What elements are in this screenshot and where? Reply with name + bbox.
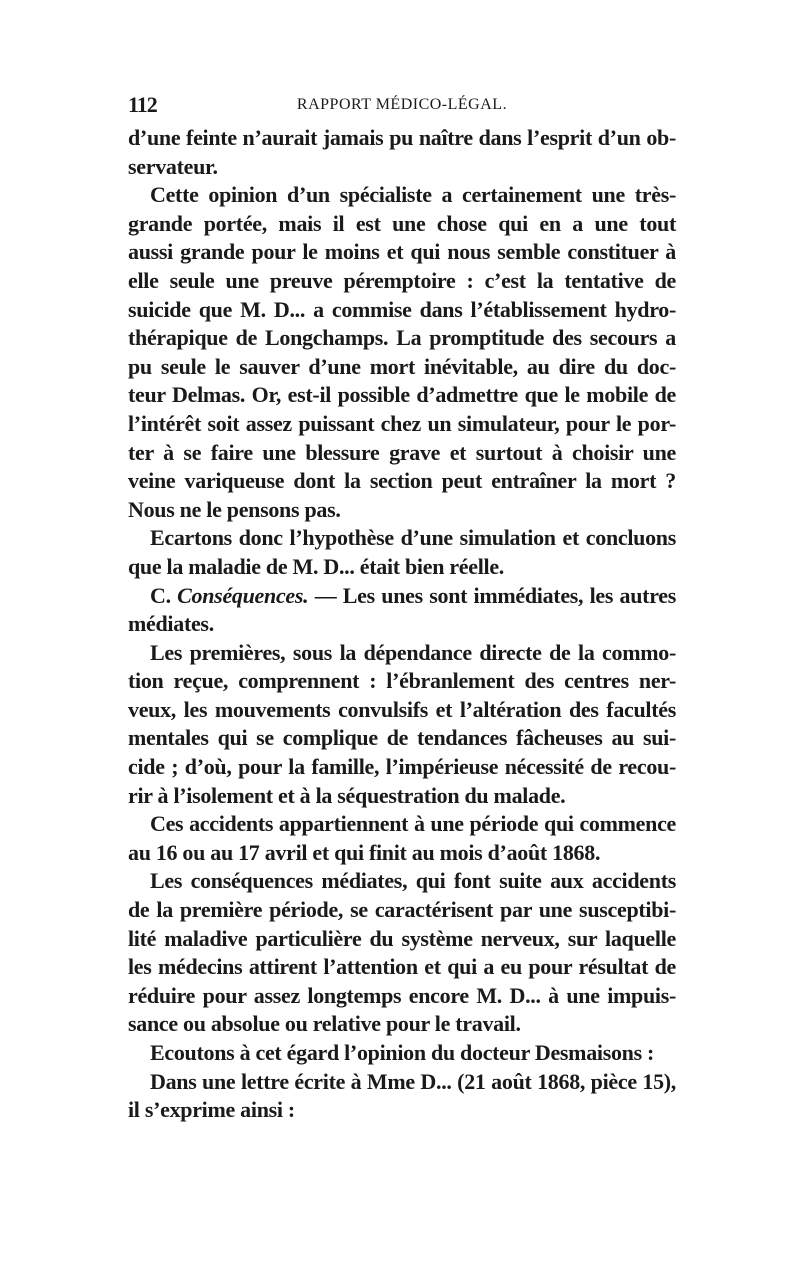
text-line: teur Delmas. Or, est-il possible d’admettre que le mobile de <box>128 382 676 408</box>
text-line: médiates. <box>128 611 214 637</box>
paragraph-first-line: Ecoutons à cet égard l’opinion du docteur Desmaisons : <box>150 1040 655 1065</box>
page-number: 112 <box>128 92 157 117</box>
text-line: elle seule une preuve péremptoire : c’est la tentative de <box>128 267 676 293</box>
text-line: mentales qui se complique de tendances fâcheuses au sui- <box>128 725 676 751</box>
text-line: réduire pour assez longtemps encore M. D... à une impuis- <box>128 982 676 1008</box>
text-line: que la maladie de M. D... était bien réelle. <box>128 553 505 579</box>
section-label: C. <box>150 582 178 608</box>
section-heading-line <box>128 582 676 611</box>
text-line: lité maladive particulière du système nerveux, sur laquelle <box>128 925 676 951</box>
text-line: sance ou absolue ou relative pour le travail. <box>128 1011 521 1037</box>
body-text <box>128 124 676 1125</box>
text-line: pu seule le sauver d’une mort inévitable, au dire du doc- <box>128 353 676 379</box>
text-line: ter à se faire une blessure grave et surtout à choisir une <box>128 439 676 465</box>
text-line: veux, les mouvements convulsifs et l’altération des facultés <box>128 696 676 722</box>
running-title: RAPPORT MÉDICO-LÉGAL. <box>296 96 508 113</box>
text-line: d’une feinte n’aurait jamais pu naître dans l’esprit d’un ob- <box>128 125 676 150</box>
section-text: — Les unes sont immédiates, les autres <box>308 582 676 608</box>
text-line: servateur. <box>128 153 218 179</box>
text-line: rir à l’isolement et à la séquestration du malade. <box>128 782 566 808</box>
text-line: cide ; d’où, pour la famille, l’impérieuse nécessité de recou- <box>128 754 676 780</box>
paragraph-first-line: Ces accidents appartiennent à une période qui commence <box>150 811 676 837</box>
text-line: l’intérêt soit assez puissant chez un simulateur, pour le por- <box>128 410 676 436</box>
paragraph-first-line: Les premières, sous la dépendance directe de la commo- <box>150 639 676 665</box>
text-line: grande portée, mais il est une chose qui en a une tout <box>128 210 676 236</box>
text-line: de la première période, se caractérisent par une susceptibi- <box>128 897 676 923</box>
text-line: suicide que M. D... a commise dans l’établissement hydro- <box>128 296 676 322</box>
section-title: Conséquences. <box>177 582 309 608</box>
text-line: aussi grande pour le moins et qui nous semble constituer à <box>128 239 676 265</box>
text-line: veine variqueuse dont la section peut entraîner la mort ? <box>128 468 676 494</box>
text-line: Nous ne le pensons pas. <box>128 496 341 522</box>
text-line: au 16 ou au 17 avril et qui finit au mois d’août 1868. <box>128 839 601 865</box>
paragraph-first-line: Cette opinion d’un spécialiste a certainement une très- <box>150 182 676 208</box>
text-line: thérapique de Longchamps. La promptitude des secours a <box>128 325 676 351</box>
text-line: tion reçue, comprennent : l’ébranlement des centres ner- <box>128 668 676 694</box>
page-header <box>128 92 676 118</box>
text-line: les médecins attirent l’attention et qui a eu pour résultat de <box>128 954 676 980</box>
paragraph-first-line: Les conséquences médiates, qui font suite aux accidents <box>150 868 676 894</box>
paragraph-first-line: Dans une lettre écrite à Mme D... (21 août 1868, pièce 15), <box>150 1068 676 1094</box>
text-line: il s’exprime ainsi : <box>128 1097 295 1123</box>
paragraph-first-line: Ecartons donc l’hypothèse d’une simulation et concluons <box>150 525 676 551</box>
